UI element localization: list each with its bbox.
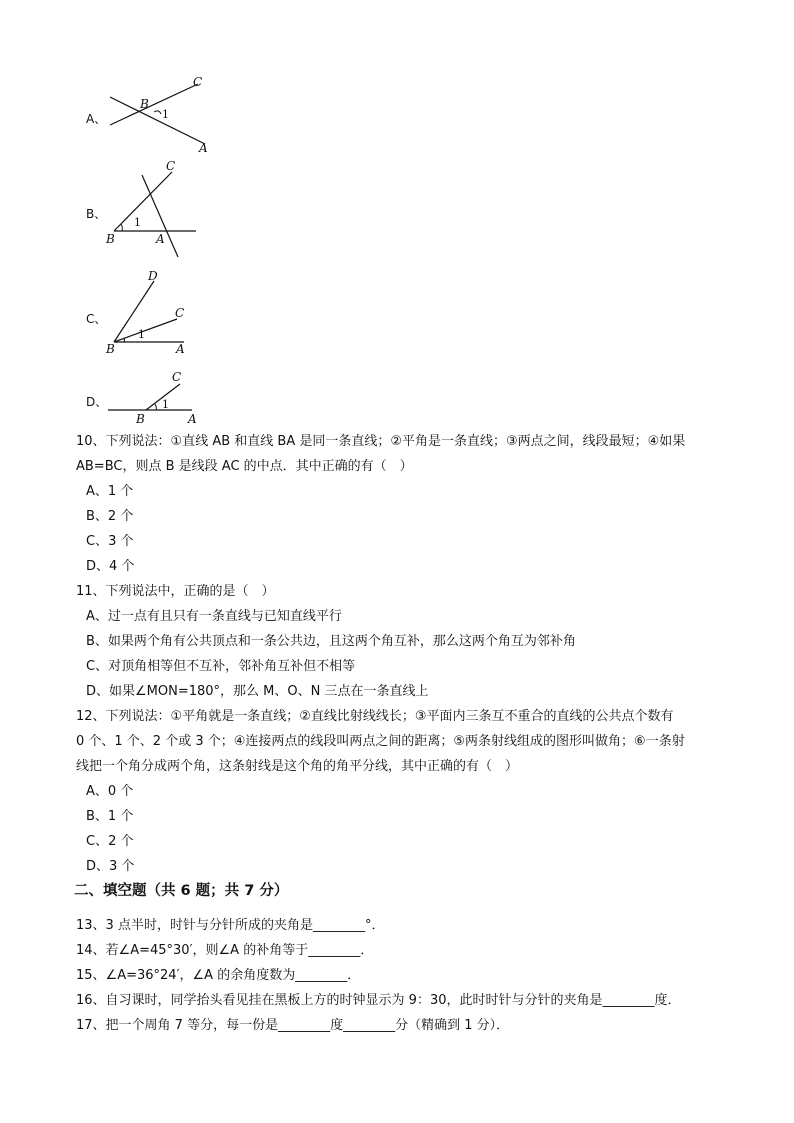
section-heading-fill-in: 二、填空题（共 6 题；共 7 分）	[74, 883, 289, 899]
question-16: 16、自习课时，同学抬头看见挂在黑板上方的时钟显示为 9：30，此时时针与分针的夹角是________度．	[76, 993, 681, 1008]
point-label-b: B	[106, 342, 115, 356]
point-label-b: B	[136, 412, 145, 426]
angle-label: 1	[138, 328, 145, 341]
point-label-a: A	[156, 232, 165, 246]
question-15: 15、∠A=36°24′，∠A 的余角度数为________．	[76, 968, 361, 983]
question-12-option-b: B、1 个	[86, 809, 134, 824]
figure-option-label: B、	[86, 207, 107, 221]
question-12-option-c: C、2 个	[86, 834, 134, 849]
question-11-option-d: D、如果∠MON=180°，那么 M、O、N 三点在一条直线上	[86, 684, 429, 699]
point-label-b: B	[106, 232, 115, 246]
question-11-stem: 11、下列说法中，正确的是（ ）	[76, 584, 275, 599]
question-11-option-a: A、过一点有且只有一条直线与已知直线平行	[86, 609, 342, 624]
question-12-stem-line1: 12、下列说法：①平角就是一条直线；②直线比射线线长；③平面内三条互不重合的直线的公共点个数有	[76, 709, 674, 724]
question-13: 13、3 点半时，时针与分针所成的夹角是________°．	[76, 918, 385, 933]
figure-d-diagram	[80, 366, 220, 426]
question-10-option-b: B、2 个	[86, 509, 134, 524]
question-12-option-a: A、0 个	[86, 784, 134, 799]
figure-option-label: C、	[86, 312, 107, 326]
figure-option-label: A、	[86, 112, 107, 126]
figure-c-diagram	[80, 267, 220, 359]
question-10-option-c: C、3 个	[86, 534, 134, 549]
point-label-b: B	[140, 97, 149, 111]
question-12-stem-line3: 线把一个角分成两个角，这条射线是这个角的角平分线，其中正确的有（ ）	[76, 759, 519, 774]
question-11-option-c: C、对顶角相等但不互补，邻补角互补但不相等	[86, 659, 356, 674]
figure-option-c	[80, 267, 220, 359]
question-10-stem-line2: AB=BC，则点 B 是线段 AC 的中点．其中正确的有（ ）	[76, 459, 413, 474]
question-10-option-a: A、1 个	[86, 484, 134, 499]
figure-option-b	[80, 157, 220, 261]
figure-option-label: D、	[86, 395, 108, 409]
question-14: 14、若∠A=45°30′，则∠A 的补角等于________．	[76, 943, 374, 958]
figure-option-a	[80, 72, 220, 156]
question-12-option-d: D、3 个	[86, 859, 135, 874]
figure-option-d	[80, 366, 220, 426]
angle-label: 1	[162, 398, 169, 411]
point-label-d: D	[148, 269, 158, 283]
point-label-c: C	[166, 159, 176, 173]
figure-b-diagram	[80, 157, 220, 261]
point-label-c: C	[175, 306, 185, 320]
question-10-option-d: D、4 个	[86, 559, 135, 574]
point-label-c: C	[172, 370, 182, 384]
point-label-a: A	[176, 342, 185, 356]
question-12-stem-line2: 0 个、1 个、2 个或 3 个；④连接两点的线段叫两点之间的距离；⑤两条射线组成的图形叫做角；⑥一条射	[76, 734, 685, 749]
question-11-option-b: B、如果两个角有公共顶点和一条公共边，且这两个角互补，那么这两个角互为邻补角	[86, 634, 576, 649]
angle-label: 1	[162, 108, 169, 121]
figure-a-diagram	[80, 72, 220, 156]
question-10-stem-line1: 10、下列说法：①直线 AB 和直线 BA 是同一条直线；②平角是一条直线；③两点之间，线段最短；④如果	[76, 434, 686, 449]
point-label-a: A	[199, 141, 208, 155]
point-label-c: C	[193, 75, 203, 89]
angle-label: 1	[134, 216, 141, 229]
point-label-a: A	[188, 412, 197, 426]
question-17: 17、把一个周角 7 等分，每一份是________度________分（精确到 1 分）．	[76, 1018, 510, 1033]
